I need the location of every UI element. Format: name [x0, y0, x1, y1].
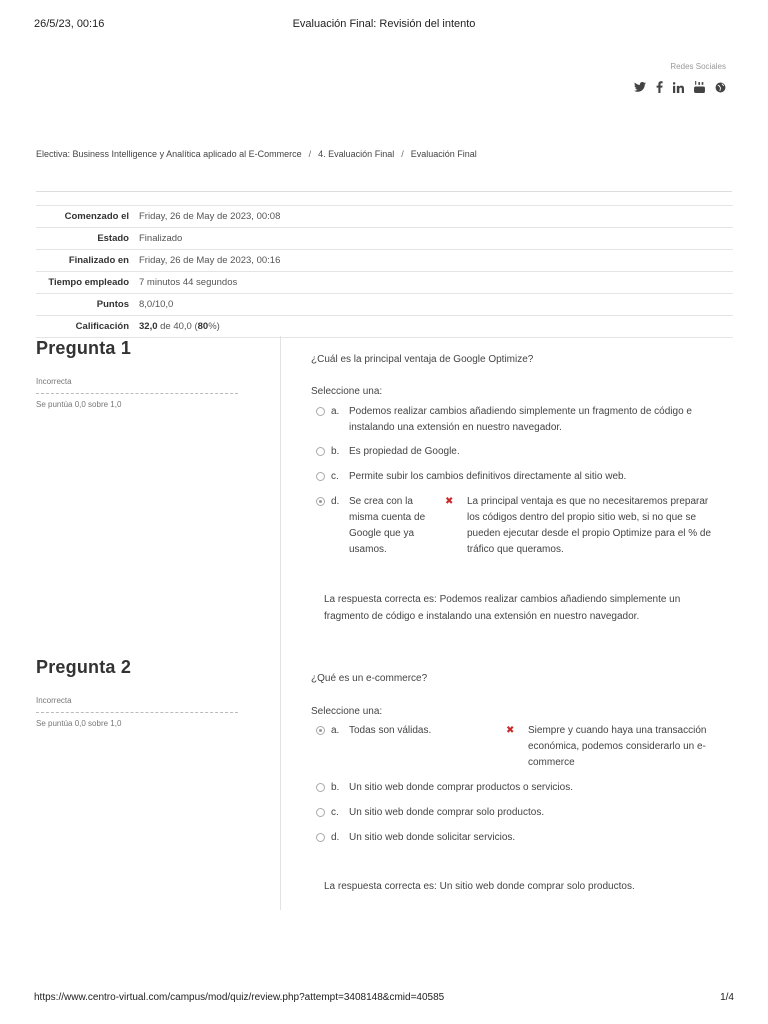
breadcrumb-section[interactable]: 4. Evaluación Final — [318, 149, 395, 159]
option-text: Se crea con la misma cuenta de Google que ya usamos. — [349, 496, 426, 555]
option-text: Un sitio web donde solicitar servicios. — [349, 832, 516, 843]
radio-button[interactable] — [316, 407, 325, 416]
summary-value — [135, 316, 733, 338]
globe-icon[interactable] — [715, 82, 726, 93]
option-letter: b. — [331, 446, 340, 457]
summary-key: Calificación — [36, 316, 135, 338]
answer-option-selected[interactable] — [316, 723, 726, 773]
youtube-icon[interactable] — [694, 81, 705, 93]
radio-button[interactable] — [316, 808, 325, 817]
print-url: https://www.centro-virtual.com/campus/mod/quiz/review.php?attempt=3408148&cmid=40585 — [34, 992, 445, 1003]
summary-value: Friday, 26 de May de 2023, 00:08 — [135, 206, 733, 228]
answer-option[interactable] — [316, 444, 716, 460]
summary-row-state — [36, 228, 733, 250]
linkedin-icon[interactable] — [673, 82, 684, 93]
grade-score: 32,0 — [139, 321, 158, 332]
select-prompt: Seleccione una: — [311, 706, 383, 717]
breadcrumb — [36, 149, 477, 159]
option-letter: a. — [331, 406, 340, 417]
question-info-1 — [36, 338, 238, 409]
incorrect-icon: ✖ — [506, 725, 515, 736]
option-text: Permite subir los cambios definitivos directamente al sitio web. — [349, 471, 627, 482]
breadcrumb-course[interactable]: Electiva: Business Intelligence y Analítica aplicado al E-Commerce — [36, 149, 302, 159]
answer-option[interactable] — [316, 780, 716, 796]
summary-row-started — [36, 206, 733, 228]
summary-key: Puntos — [36, 294, 135, 316]
question-text: ¿Cuál es la principal ventaja de Google Optimize? — [311, 354, 534, 365]
radio-button[interactable] — [316, 833, 325, 842]
radio-button-selected[interactable] — [316, 497, 325, 506]
twitter-icon[interactable] — [634, 82, 646, 92]
facebook-icon[interactable] — [656, 81, 663, 93]
summary-key: Tiempo empleado — [36, 272, 135, 294]
question-grade: Se puntúa 0,0 sobre 1,0 — [36, 400, 122, 409]
summary-value: 8,0/10,0 — [135, 294, 733, 316]
summary-value: Friday, 26 de May de 2023, 00:16 — [135, 250, 733, 272]
option-text: Es propiedad de Google. — [349, 446, 460, 457]
question-divider — [280, 654, 281, 910]
question-divider — [280, 336, 281, 654]
answer-option-selected[interactable] — [316, 494, 726, 560]
grade-percent: 80 — [197, 321, 209, 332]
summary-key: Finalizado en — [36, 250, 135, 272]
option-letter: c. — [331, 807, 339, 818]
option-text: Podemos realizar cambios añadiendo simplemente un fragmento de código e instalando una extensión en nuestro navegador. — [349, 406, 692, 433]
select-prompt: Seleccione una: — [311, 386, 383, 397]
print-title: Evaluación Final: Revisión del intento — [292, 18, 476, 30]
summary-value: Finalizado — [135, 228, 733, 250]
option-text: Un sitio web donde comprar productos o servicios. — [349, 782, 573, 793]
question-title: Pregunta 1 — [36, 338, 132, 358]
option-letter: c. — [331, 471, 339, 482]
breadcrumb-separator: / — [401, 149, 404, 159]
option-text: Todas son válidas. — [349, 725, 432, 736]
print-date: 26/5/23, 00:16 — [34, 18, 105, 30]
question-state: Incorrecta — [36, 696, 238, 713]
radio-button[interactable] — [316, 783, 325, 792]
question-state: Incorrecta — [36, 377, 238, 394]
answer-option[interactable] — [316, 805, 716, 821]
correct-answer: La respuesta correcta es: Podemos realizar cambios añadiendo simplemente un fragmento de código e instalando una extensión en nuestro navegador. — [324, 594, 681, 622]
option-feedback: La principal ventaja es que no necesitaremos preparar los códigos dentro del propio sitio web, si no que se pueden ejecutar desde el propio Optimize para el % de tráfico que queramos. — [467, 496, 712, 555]
answer-option[interactable] — [316, 830, 716, 846]
breadcrumb-quiz[interactable]: Evaluación Final — [410, 149, 477, 159]
option-letter: a. — [331, 725, 340, 736]
question-grade: Se puntúa 0,0 sobre 1,0 — [36, 719, 122, 728]
question-info-2 — [36, 657, 238, 728]
breadcrumb-separator: / — [308, 149, 312, 159]
social-label: Redes Sociales — [670, 62, 726, 71]
summary-key: Estado — [36, 228, 135, 250]
option-letter: d. — [331, 832, 340, 843]
print-header — [34, 18, 734, 32]
grade-of: de 40,0 ( — [160, 321, 198, 332]
option-letter: b. — [331, 782, 340, 793]
option-letter: d. — [331, 496, 340, 507]
summary-row-time — [36, 272, 733, 294]
radio-button[interactable] — [316, 447, 325, 456]
option-text: Un sitio web donde comprar solo productos. — [349, 807, 545, 818]
print-page-number: 1/4 — [720, 992, 734, 1003]
answer-option[interactable] — [316, 469, 716, 485]
summary-key: Comenzado el — [36, 206, 135, 228]
incorrect-icon: ✖ — [445, 496, 454, 507]
summary-row-finished — [36, 250, 733, 272]
radio-button[interactable] — [316, 472, 325, 481]
grade-close: %) — [208, 321, 220, 332]
attempt-summary-table — [36, 205, 733, 338]
summary-value: 7 minutos 44 segundos — [135, 272, 733, 294]
divider — [36, 191, 732, 192]
option-feedback: Siempre y cuando haya una transacción económica, podemos considerarlo un e-commerce — [528, 725, 707, 768]
radio-button-selected[interactable] — [316, 726, 325, 735]
question-text: ¿Qué es un e-commerce? — [311, 673, 428, 684]
question-title: Pregunta 2 — [36, 657, 132, 677]
social-links — [586, 62, 726, 71]
summary-row-grade — [36, 316, 733, 338]
summary-row-points — [36, 294, 733, 316]
answer-option[interactable] — [316, 404, 716, 438]
correct-answer: La respuesta correcta es: Un sitio web donde comprar solo productos. — [324, 881, 635, 892]
